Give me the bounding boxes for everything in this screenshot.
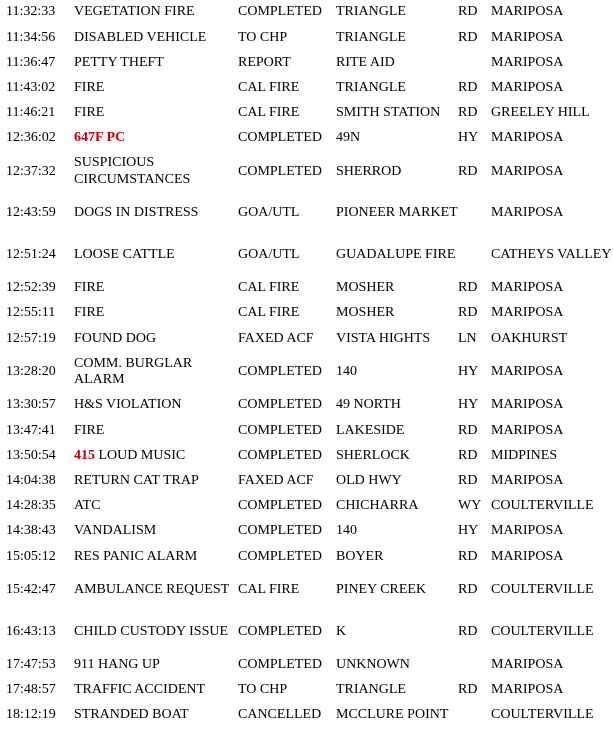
call-disposition: COMPLETED xyxy=(238,498,322,514)
call-type-label: FIRE xyxy=(74,422,105,438)
call-time: 11:36:47 xyxy=(6,54,56,70)
call-city: MARIPOSA xyxy=(491,422,564,438)
call-street-suffix: LN xyxy=(458,330,477,346)
call-city: COULTERVILLE xyxy=(491,581,594,597)
call-time: 12:57:19 xyxy=(6,330,56,346)
call-type-label: VEGETATION FIRE xyxy=(74,4,195,20)
call-time: 11:43:02 xyxy=(6,79,56,95)
call-street: BOYER xyxy=(336,548,384,564)
call-street-suffix xyxy=(458,653,491,678)
call-time: 18:12:19 xyxy=(6,707,56,723)
call-street-suffix: RD xyxy=(458,472,478,488)
call-type-label: 911 HANG UP xyxy=(74,656,160,672)
call-type-label: RETURN CAT TRAP xyxy=(74,472,199,488)
call-disposition: REPORT xyxy=(238,54,291,70)
call-city: MIDPINES xyxy=(491,447,558,463)
call-time: 12:52:39 xyxy=(6,280,56,296)
table-row xyxy=(6,50,614,75)
call-city: MARIPOSA xyxy=(491,280,564,296)
call-time: 11:32:33 xyxy=(6,4,56,20)
call-disposition: COMPLETED xyxy=(238,163,322,179)
call-city: MARIPOSA xyxy=(491,472,564,488)
call-type-label: VANDALISM xyxy=(74,523,157,539)
call-city: OAKHURST xyxy=(491,330,568,346)
call-street: OLD HWY xyxy=(336,472,402,488)
call-street-suffix: HY xyxy=(458,364,479,380)
call-disposition: COMPLETED xyxy=(238,397,322,413)
call-type xyxy=(74,544,238,569)
call-time: 13:28:20 xyxy=(6,364,56,380)
call-type-label: FOUND DOG xyxy=(74,330,157,346)
table-row xyxy=(6,351,614,393)
call-street: PINEY CREEK xyxy=(336,581,427,597)
call-city: MARIPOSA xyxy=(491,397,564,413)
call-time: 17:47:53 xyxy=(6,656,56,672)
call-time: 13:47:41 xyxy=(6,422,56,438)
table-row xyxy=(6,469,614,494)
table-row xyxy=(6,151,614,193)
call-disposition: COMPLETED xyxy=(238,4,322,20)
call-type xyxy=(74,569,238,611)
call-city: MARIPOSA xyxy=(491,163,564,179)
call-time: 11:46:21 xyxy=(6,105,56,121)
call-type xyxy=(74,393,238,418)
table-row xyxy=(6,653,614,678)
call-street-suffix: RD xyxy=(458,581,478,597)
call-disposition: CAL FIRE xyxy=(238,305,300,321)
call-type xyxy=(74,101,238,126)
call-type-label: FIRE xyxy=(74,305,105,321)
call-street-suffix: RD xyxy=(458,548,478,564)
call-street: MCCLURE POINT xyxy=(336,707,449,723)
call-time: 16:43:13 xyxy=(6,623,56,639)
call-street: RITE AID xyxy=(336,54,395,70)
call-street-suffix: RD xyxy=(458,447,478,463)
call-street-suffix xyxy=(458,193,491,235)
table-row xyxy=(6,611,614,653)
call-street: K xyxy=(336,623,347,639)
call-disposition: COMPLETED xyxy=(238,548,322,564)
call-disposition: TO CHP xyxy=(238,682,288,698)
call-time: 14:28:35 xyxy=(6,498,56,514)
call-city: MARIPOSA xyxy=(491,4,564,20)
table-row xyxy=(6,126,614,151)
call-city: MARIPOSA xyxy=(491,29,564,45)
table-row xyxy=(6,393,614,418)
call-code: 647F PC xyxy=(74,130,126,146)
call-type xyxy=(74,25,238,50)
table-row xyxy=(6,301,614,326)
table-row xyxy=(6,76,614,101)
call-type xyxy=(74,326,238,351)
call-type xyxy=(74,193,238,235)
call-disposition: FAXED ACF xyxy=(238,330,314,346)
call-street: VISTA HIGHTS xyxy=(336,330,431,346)
call-type xyxy=(74,443,238,468)
call-time: 13:30:57 xyxy=(6,397,56,413)
call-disposition: COMPLETED xyxy=(238,623,322,639)
call-street: PIONEER MARKET xyxy=(336,205,458,221)
table-row xyxy=(6,569,614,611)
call-city: MARIPOSA xyxy=(491,54,564,70)
call-type-label: STRANDED BOAT xyxy=(74,707,189,723)
call-type xyxy=(74,234,238,276)
call-street-suffix: RD xyxy=(458,623,478,639)
call-street: CHICHARRA xyxy=(336,498,419,514)
call-disposition: TO CHP xyxy=(238,29,288,45)
call-street: UNKNOWN xyxy=(336,656,410,672)
call-time: 13:50:54 xyxy=(6,447,56,463)
call-type xyxy=(74,653,238,678)
call-type xyxy=(74,418,238,443)
table-row xyxy=(6,101,614,126)
table-row xyxy=(6,418,614,443)
call-city: GREELEY HILL xyxy=(491,105,590,121)
call-type-label: FIRE xyxy=(74,280,105,296)
call-city: MARIPOSA xyxy=(491,548,564,564)
call-type-label: DISABLED VEHICLE xyxy=(74,29,207,45)
call-time: 12:37:32 xyxy=(6,163,56,179)
call-street-suffix: RD xyxy=(458,280,478,296)
call-city: MARIPOSA xyxy=(491,523,564,539)
call-type-label: LOOSE CATTLE xyxy=(74,246,175,262)
table-row xyxy=(6,25,614,50)
call-city: CATHEYS VALLEY xyxy=(491,246,612,262)
call-street-suffix: RD xyxy=(458,105,478,121)
call-disposition: CAL FIRE xyxy=(238,105,300,121)
call-street: MOSHER xyxy=(336,305,395,321)
call-street: 49 NORTH xyxy=(336,397,401,413)
table-row xyxy=(6,494,614,519)
call-city: MARIPOSA xyxy=(491,130,564,146)
call-type-label: FIRE xyxy=(74,105,105,121)
call-type-label: TRAFFIC ACCIDENT xyxy=(74,682,206,698)
call-disposition: COMPLETED xyxy=(238,130,322,146)
call-city: COULTERVILLE xyxy=(491,623,594,639)
call-disposition: COMPLETED xyxy=(238,656,322,672)
call-type xyxy=(74,351,238,393)
call-time: 12:36:02 xyxy=(6,130,56,146)
call-street: MOSHER xyxy=(336,280,395,296)
call-disposition: GOA/UTL xyxy=(238,246,300,262)
call-street: SHERLOCK xyxy=(336,447,410,463)
call-street-suffix xyxy=(458,234,491,276)
call-time: 14:38:43 xyxy=(6,523,56,539)
call-time: 11:34:56 xyxy=(6,29,56,45)
call-disposition: COMPLETED xyxy=(238,364,322,380)
call-disposition: CAL FIRE xyxy=(238,79,300,95)
call-type-label: AMBULANCE REQUEST xyxy=(74,581,230,597)
call-street: 140 xyxy=(336,523,357,539)
call-street-suffix: WY xyxy=(458,498,482,514)
call-type-label: COMM. BURGLAR ALARM xyxy=(74,355,193,388)
table-row xyxy=(6,326,614,351)
call-street-suffix: RD xyxy=(458,4,478,20)
table-row xyxy=(6,519,614,544)
call-type xyxy=(74,301,238,326)
call-type xyxy=(74,519,238,544)
call-type-label: LOUD MUSIC xyxy=(98,447,186,463)
call-street: TRIANGLE xyxy=(336,29,406,45)
call-street: TRIANGLE xyxy=(336,682,406,698)
call-type xyxy=(74,678,238,703)
call-time: 14:04:38 xyxy=(6,472,56,488)
call-type-label: SUSPICIOUS CIRCUMSTANCES xyxy=(74,155,191,187)
call-street: GUADALUPE FIRE xyxy=(336,246,456,262)
call-city: MARIPOSA xyxy=(491,205,564,221)
call-type xyxy=(74,276,238,301)
table-row xyxy=(6,443,614,468)
table-row xyxy=(6,234,614,276)
call-type-label: DOGS IN DISTRESS xyxy=(74,205,199,221)
call-type xyxy=(74,703,238,728)
call-type xyxy=(74,494,238,519)
call-city: MARIPOSA xyxy=(491,79,564,95)
call-street: 49N xyxy=(336,130,361,146)
call-time: 15:05:12 xyxy=(6,548,56,564)
call-type xyxy=(74,611,238,653)
call-disposition: COMPLETED xyxy=(238,422,322,438)
call-time: 12:43:59 xyxy=(6,205,56,221)
call-street-suffix: HY xyxy=(458,397,479,413)
call-type xyxy=(74,76,238,101)
call-street: TRIANGLE xyxy=(336,4,406,20)
call-street: 140 xyxy=(336,364,357,380)
call-disposition: GOA/UTL xyxy=(238,205,300,221)
call-city: MARIPOSA xyxy=(491,305,564,321)
table-row xyxy=(6,544,614,569)
call-city: COULTERVILLE xyxy=(491,498,594,514)
call-street-suffix xyxy=(458,50,491,75)
call-type-label: RES PANIC ALARM xyxy=(74,548,198,564)
table-row xyxy=(6,193,614,235)
call-disposition: COMPLETED xyxy=(238,523,322,539)
call-street-suffix xyxy=(458,703,491,728)
call-time: 12:51:24 xyxy=(6,246,56,262)
call-street: LAKESIDE xyxy=(336,422,405,438)
call-code: 415 xyxy=(74,447,95,463)
call-type-label: CHILD CUSTODY ISSUE xyxy=(74,623,229,639)
call-type-label: PETTY THEFT xyxy=(74,54,164,70)
table-row xyxy=(6,276,614,301)
table-row xyxy=(6,678,614,703)
call-type-label: FIRE xyxy=(74,79,105,95)
call-type xyxy=(74,50,238,75)
call-street-suffix: RD xyxy=(458,422,478,438)
call-street: TRIANGLE xyxy=(336,79,406,95)
call-type-label: H&S VIOLATION xyxy=(74,397,182,413)
call-type xyxy=(74,151,238,193)
call-street-suffix: HY xyxy=(458,523,479,539)
call-log-body xyxy=(6,0,614,728)
call-street-suffix: RD xyxy=(458,682,478,698)
call-city: COULTERVILLE xyxy=(491,707,594,723)
table-row xyxy=(6,0,614,25)
call-street-suffix: RD xyxy=(458,79,478,95)
call-city: MARIPOSA xyxy=(491,682,564,698)
call-time: 12:55:11 xyxy=(6,305,56,321)
call-disposition: CANCELLED xyxy=(238,707,322,723)
call-street-suffix: RD xyxy=(458,163,478,179)
call-street-suffix: RD xyxy=(458,305,478,321)
call-type xyxy=(74,126,238,151)
call-type xyxy=(74,0,238,25)
call-street-suffix: RD xyxy=(458,29,478,45)
call-type-label: ATC xyxy=(74,498,101,514)
call-type xyxy=(74,469,238,494)
call-street: SMITH STATION xyxy=(336,105,441,121)
table-row xyxy=(6,703,614,728)
call-street: SHERROD xyxy=(336,163,402,179)
call-time: 17:48:57 xyxy=(6,682,56,698)
call-time: 15:42:47 xyxy=(6,581,56,597)
call-disposition: COMPLETED xyxy=(238,447,322,463)
call-city: MARIPOSA xyxy=(491,656,564,672)
call-street-suffix: HY xyxy=(458,130,479,146)
call-disposition: CAL FIRE xyxy=(238,581,300,597)
call-disposition: CAL FIRE xyxy=(238,280,300,296)
call-log-table xyxy=(6,0,614,728)
call-disposition: FAXED ACF xyxy=(238,472,314,488)
call-city: MARIPOSA xyxy=(491,364,564,380)
